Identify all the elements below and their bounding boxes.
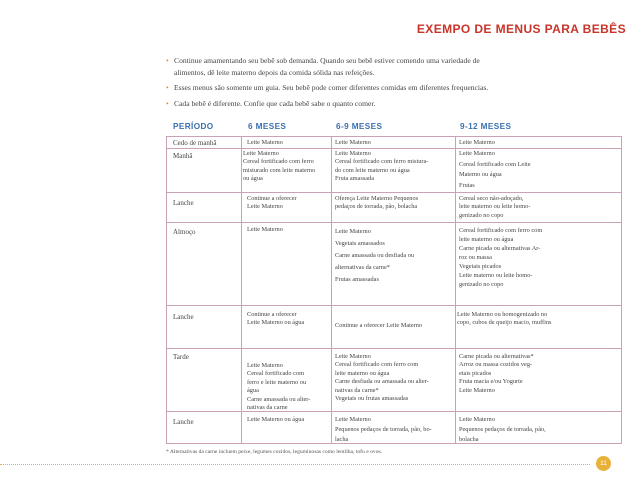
- table-cell: Leite Materno Cereal fortificado com ferro e leite materno ou água Carne amassada ou alter- nativas da carne: [247, 362, 311, 412]
- table-cell: Leite Materno: [247, 139, 283, 146]
- table-cell: Leite Materno Pequenos pedaços de torrada, pão, bo- lacha: [335, 416, 432, 443]
- table-cell: Leite Materno ou homogenizado no copo, cubos de queijo macio, muffins: [457, 311, 552, 327]
- table-cell: Continue a oferecer Leite Materno: [335, 322, 423, 329]
- table-cell: Leite Materno Cereal fortificado com ferro com leite materno ou água Carne desfiada ou amassada ou alter- nativas da carne* Vegetais ou frutas amassadas: [335, 353, 429, 403]
- table-row-period: Lanche: [173, 418, 194, 426]
- column-header-6-9-months: 6-9 MESES: [336, 122, 383, 131]
- table-row-period: Tarde: [173, 353, 189, 361]
- column-header-period: PERÍODO: [173, 122, 214, 131]
- column-header-9-12-months: 9-12 MESES: [460, 122, 512, 131]
- bullet-item: [166, 82, 621, 94]
- table-cell: Leite Materno ou água: [247, 416, 305, 423]
- dotted-divider: [0, 464, 590, 465]
- bullet-text: Cada bebê é diferente. Confie que cada bebê sabe o quanto comer.: [174, 98, 376, 108]
- bullet-text: Continue amamentando seu bebê sob demanda. Quando seu bebê estiver comendo uma variedade de alimentos, dê leite materno depois da comida sólida nas refeições.: [174, 56, 480, 77]
- table-cell: Leite Materno: [459, 139, 495, 146]
- table-cell: Leite Materno Cereal fortificado com ferro mistura- do com leite materno ou água Fruta amassada: [335, 150, 429, 183]
- bullet-dot-icon: •: [166, 83, 169, 92]
- table-cell: Cereal fortificado com ferro com leite materno ou água Carne picada ou alternativas Ar- roz ou massa Vegetais picados Leite materno ou leite homo- genizado no copo: [459, 227, 543, 288]
- page-number-badge: 11: [596, 456, 611, 471]
- table-cell: Continue a oferecer Leite Materno ou água: [247, 311, 305, 327]
- bullet-dot-icon: •: [166, 56, 169, 65]
- table-row-period: Manhã: [173, 152, 193, 160]
- table-cell: Continue a oferecer Leite Materno: [247, 195, 297, 211]
- page-title: EXEMPO DE MENUS PARA BEBÊS: [416, 22, 626, 36]
- bullet-text: Esses menus são somente um guia. Seu bebê pode comer diferentes comidas em diferentes frequencias.: [174, 83, 489, 92]
- bullet-item: [166, 55, 621, 78]
- footnote: * Alternativas da carne incluem peixe, legumes cozidos, leguminosas como lentilha, tofu e ovos.: [166, 449, 383, 455]
- bullet-item: [166, 98, 621, 110]
- table-cell: Ofereça Leite Materno Pequenos pedaços de torrada, pão, bolacha: [335, 195, 419, 211]
- table-row-period: Lanche: [173, 313, 194, 321]
- intro-bullets: [166, 55, 621, 113]
- menu-table: [166, 136, 622, 444]
- column-header-6-months: 6 MESES: [248, 122, 287, 131]
- table-cell: Leite Materno Vegetais amassados Carne amassada ou desfiada ou alternativas da carne* Frutas amassadas: [335, 228, 415, 283]
- table-cell: Leite Materno Pequenos pedaços de torrada, pão, bolacha: [459, 416, 546, 443]
- table-cell: Leite Materno: [335, 139, 371, 146]
- table-cell: Carne picada ou alternativas* Arroz ou massa cozidos veg- etais picados Fruta macia e/ou Yogurte Leite Materno: [459, 353, 534, 394]
- table-row-period: Almoço: [173, 228, 196, 236]
- bullet-dot-icon: •: [166, 98, 169, 108]
- table-row-period: Cedo de manhã: [173, 139, 217, 147]
- table-row-period: Lanche: [173, 199, 194, 207]
- table-cell: Leite Materno Cereal fortificado com ferro misturado com leite materno ou água: [243, 150, 316, 183]
- table-cell: Leite Materno Cereal fortificado com Leite Materno ou água Frutas: [459, 150, 531, 189]
- table-cell: Leite Materno: [247, 226, 283, 233]
- table-cell: Cereal seco não-adoçado, leite materno ou leite homo- genizado no copo: [459, 195, 531, 219]
